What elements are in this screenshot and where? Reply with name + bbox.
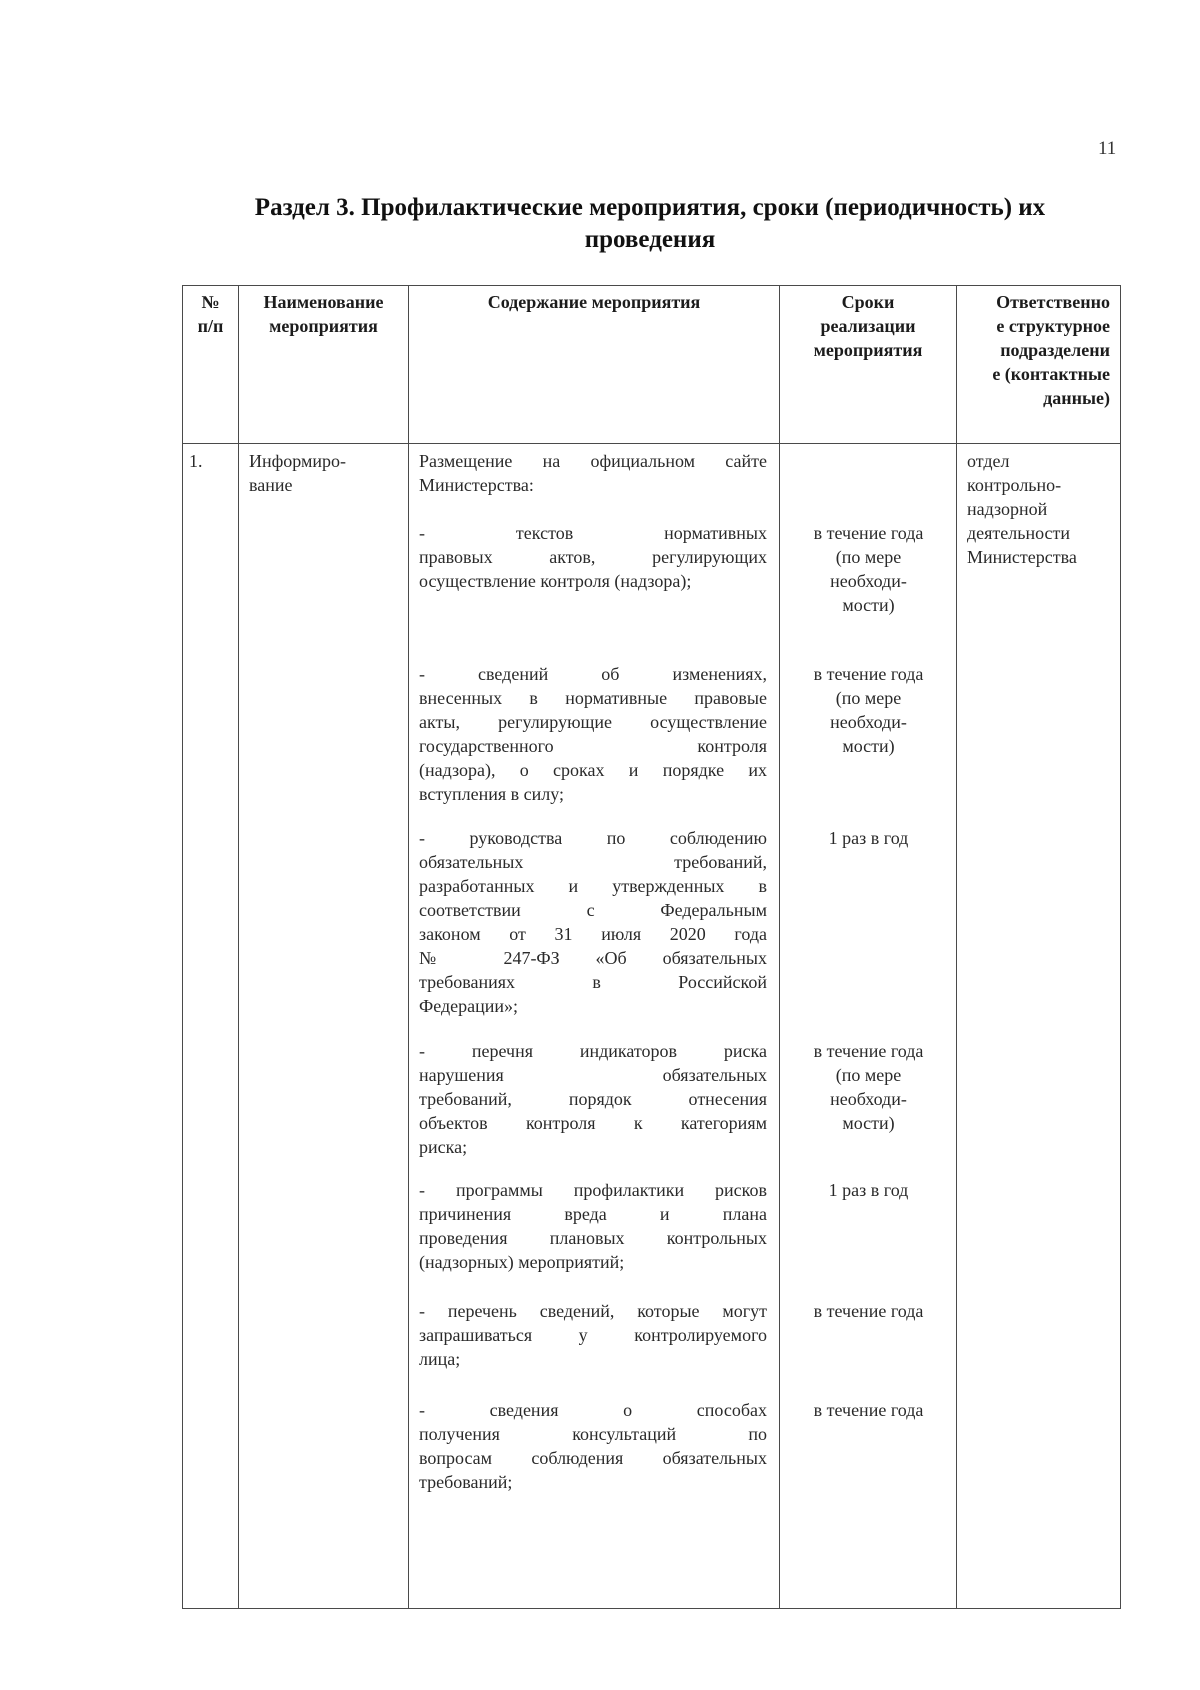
content-line: - текстов нормативных [419,523,767,543]
content-line: - сведения о способах [419,1400,767,1420]
term-line: в течение года [813,1041,924,1061]
term-line: в течение года [813,1301,924,1321]
row-activity-name-line: Информиро- [249,451,347,471]
content-line: осуществление контроля (надзора); [419,571,692,591]
header-number-line: п/п [197,316,224,336]
section-heading [180,192,1120,256]
content-line: проведения плановых контрольных [419,1228,767,1248]
header-responsible-line: е структурное [996,316,1110,336]
content-item [419,662,767,806]
content-line: Министерства: [419,475,534,495]
content-line: обязательных требований, [419,852,767,872]
page-number: 11 [1098,138,1117,159]
term-item [780,826,957,850]
header-implementation-term [780,286,957,444]
term-line: необходи- [830,571,907,591]
header-responsible-line: подразделени [1000,340,1110,360]
responsible-line: надзорной [967,499,1048,519]
row-content-cell [409,444,780,1609]
term-line: в течение года [813,664,924,684]
term-line: 1 раз в год [828,828,909,848]
header-activity-name [239,286,409,444]
section-heading-line-2: проведения [584,226,716,253]
content-line: (надзора), о сроках и порядке их [419,760,767,780]
term-line: необходи- [830,1089,907,1109]
row-responsible-cell [957,444,1121,1609]
term-line: мости) [842,595,895,615]
responsible-line: деятельности [967,523,1071,543]
term-item [780,1039,957,1135]
term-item [780,662,957,758]
term-line: мости) [842,736,895,756]
content-line: государственного контроля [419,736,767,756]
header-activity-content: Содержание мероприятия [409,286,780,444]
content-line: - перечень сведений, которые могут [419,1301,767,1321]
content-item [419,826,767,1018]
content-line: объектов контроля к категориям [419,1113,767,1133]
content-line: - программы профилактики рисков [419,1180,767,1200]
content-line: причинения вреда и плана [419,1204,767,1224]
content-line: Размещение на официальном сайте [419,451,767,471]
content-line: требований, порядок отнесения [419,1089,767,1109]
content-line: внесенных в нормативные правовые [419,688,767,708]
content-line: разработанных и утвержденных в [419,876,767,896]
term-line: (по мере [835,688,902,708]
content-line: (надзорных) мероприятий; [419,1252,625,1272]
term-item [780,1299,957,1323]
header-activity-name-line: Наименование [263,292,384,312]
term-line: в течение года [813,523,924,543]
responsible-line: отдел [967,451,1010,471]
table-header-row [183,286,1121,444]
term-item [780,1398,957,1422]
content-line: - руководства по соблюдению [419,828,767,848]
content-line: - сведений об изменениях, [419,664,767,684]
content-line: - перечня индикаторов риска [419,1041,767,1061]
content-line: риска; [419,1137,468,1157]
content-item [419,1398,767,1494]
activities-table [182,285,1121,1609]
content-item [419,1039,767,1159]
content-item [419,1299,767,1371]
content-line: соответствии с Федеральным [419,900,767,920]
header-term-line: реализации [820,316,916,336]
content-line: запрашиваться у контролируемого [419,1325,767,1345]
row-number: 1. [189,451,203,471]
content-line: нарушения обязательных [419,1065,767,1085]
content-line: № 247-ФЗ «Об обязательных [419,948,767,968]
content-line: акты, регулирующие осуществление [419,712,767,732]
header-number [183,286,239,444]
content-line: требованиях в Российской [419,972,767,992]
content-line: правовых актов, регулирующих [419,547,767,567]
row-activity-name-line: вание [249,475,293,495]
responsible-line: контрольно- [967,475,1062,495]
content-line: вопросам соблюдения обязательных [419,1448,767,1468]
header-responsible-unit [957,286,1121,444]
header-term-line: мероприятия [813,340,923,360]
term-line: (по мере [835,1065,902,1085]
responsible-line: Министерства [967,547,1077,567]
term-line: мости) [842,1113,895,1133]
row-number-cell [183,444,239,1609]
content-line: лица; [419,1349,461,1369]
term-line: 1 раз в год [828,1180,909,1200]
row-term-cell [780,444,957,1609]
content-intro [419,449,767,497]
content-line: законом от 31 июля 2020 года [419,924,767,944]
header-responsible-line: данные) [1043,388,1110,408]
content-item [419,1178,767,1274]
header-term-line: Сроки [841,292,895,312]
header-responsible-line: е (контактные [992,364,1110,384]
row-activity-name-cell [239,444,409,1609]
term-item [780,1178,957,1202]
term-item [780,521,957,617]
content-line: требований; [419,1472,513,1492]
header-responsible-line: Ответственно [996,292,1110,312]
content-line: Федерации»; [419,996,519,1016]
header-number-line: № [201,292,220,312]
header-activity-name-line: мероприятия [269,316,378,336]
section-heading-line-1: Раздел 3. Профилактические мероприятия, сроки (периодичность) их [254,194,1046,221]
content-item [419,521,767,593]
content-line: вступления в силу; [419,784,565,804]
term-line: (по мере [835,547,902,567]
term-line: в течение года [813,1400,924,1420]
table-row [183,444,1121,1609]
content-line: получения консультаций по [419,1424,767,1444]
term-line: необходи- [830,712,907,732]
